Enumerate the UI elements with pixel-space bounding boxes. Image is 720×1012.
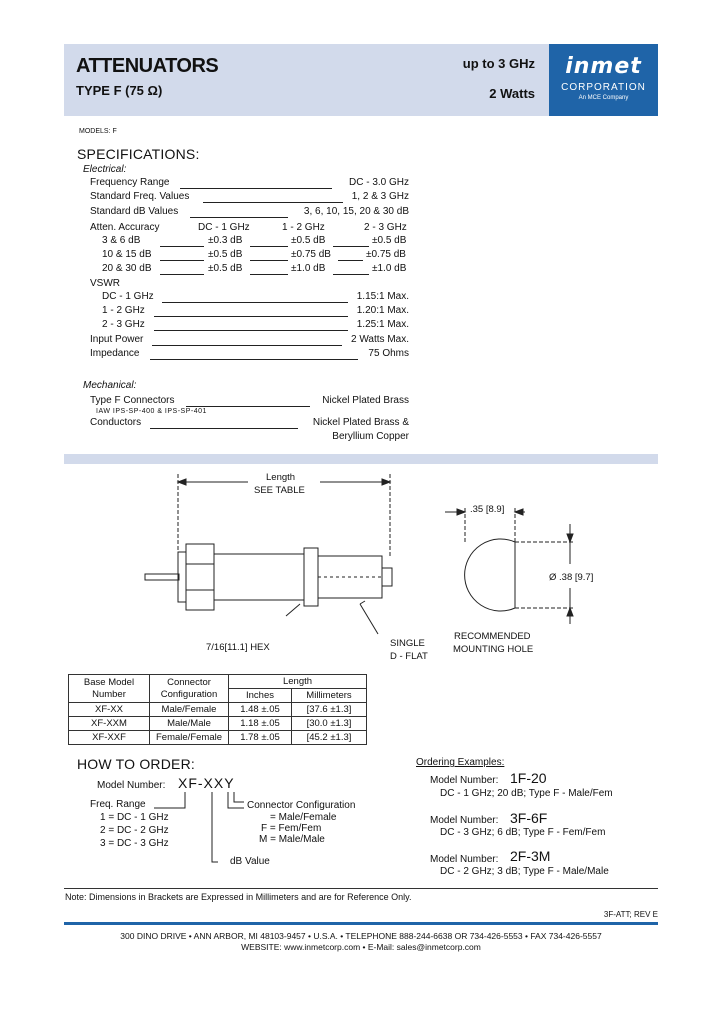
conductors-value-2: Beryllium Copper xyxy=(332,431,409,442)
conductors-value-1: Nickel Plated Brass & xyxy=(312,417,409,428)
logo-corp: CORPORATION xyxy=(561,82,646,93)
leader xyxy=(338,260,363,261)
acc-cell: ±0.75 dB xyxy=(291,249,331,260)
vswr-row-label: 2 - 3 GHz xyxy=(102,319,145,330)
model-number-label: Model Number: xyxy=(97,780,166,791)
examples-heading: Ordering Examples: xyxy=(416,757,505,768)
acc-col-3: 2 - 3 GHz xyxy=(364,222,407,233)
length-label: Length xyxy=(266,472,296,483)
leader xyxy=(203,202,343,203)
acc-row-label: 10 & 15 dB xyxy=(102,249,152,260)
footer-bar xyxy=(64,922,658,925)
std-db-value: 3, 6, 10, 15, 20 & 30 dB xyxy=(303,206,409,217)
leader xyxy=(162,302,348,303)
power-label: 2 Watts xyxy=(489,86,535,101)
leader xyxy=(160,274,204,275)
acc-col-1: DC - 1 GHz xyxy=(198,222,250,233)
table-header: Millimeters xyxy=(292,689,367,703)
table-cell: XF-XXF xyxy=(69,731,150,745)
std-freq-label: Standard Freq. Values xyxy=(90,191,190,202)
connectors-value: Nickel Plated Brass xyxy=(322,395,409,406)
acc-row-label: 20 & 30 dB xyxy=(102,263,152,274)
impedance-label: Impedance xyxy=(90,348,140,359)
mounting-label-1: RECOMMENDED xyxy=(454,631,531,642)
table-cell: Female/Female xyxy=(150,731,229,745)
table-cell: 1.48 ±.05 xyxy=(229,703,292,717)
example-code: 3F-6F xyxy=(510,810,548,826)
example-code: 2F-3M xyxy=(510,848,551,864)
example-model-label: Model Number: xyxy=(430,854,499,865)
table-cell: [37.6 ±1.3] xyxy=(292,703,367,717)
footer-address: 300 DINO DRIVE • ANN ARBOR, MI 48103-9457 • U.S.A. • TELEPHONE 888-244-6638 OR 734-426-5553 • FAX 734-426-5557 xyxy=(120,931,602,941)
logo-tagline: An MCE Company xyxy=(578,95,629,101)
table-cell: Male/Male xyxy=(150,717,229,731)
leader xyxy=(250,274,288,275)
leader xyxy=(250,246,288,247)
logo-brand: inmet xyxy=(565,54,642,79)
std-db-label: Standard dB Values xyxy=(90,206,179,217)
acc-cell: ±0.75 dB xyxy=(366,249,406,260)
table-header: Inches xyxy=(229,689,292,703)
arrow-icon xyxy=(382,479,390,485)
table-cell: Male/Female xyxy=(150,703,229,717)
connectors-note: IAW IPS-SP-400 & IPS-SP-401 xyxy=(96,408,207,415)
leader xyxy=(150,428,298,429)
vswr-label: VSWR xyxy=(90,278,120,289)
conn-option: F = Fem/Fem xyxy=(261,823,322,834)
company-logo xyxy=(549,44,658,116)
arrow-icon xyxy=(515,509,523,515)
see-table-label: SEE TABLE xyxy=(254,485,305,496)
mounting-hole xyxy=(465,539,515,611)
arrow-icon xyxy=(567,534,573,542)
acc-cell: ±1.0 dB xyxy=(291,263,326,274)
leader xyxy=(250,260,288,261)
leader xyxy=(160,260,204,261)
example-code: 1F-20 xyxy=(510,770,547,786)
example-desc: DC - 3 GHz; 6 dB; Type F - Fem/Fem xyxy=(440,827,606,838)
acc-cell: ±0.5 dB xyxy=(208,263,243,274)
model-code: XF-XXY xyxy=(178,775,235,791)
table-row xyxy=(69,717,367,731)
type-label: TYPE F (75 Ω) xyxy=(76,83,163,98)
table-row xyxy=(69,703,367,717)
dflat-leader xyxy=(360,604,378,634)
impedance-value: 75 Ohms xyxy=(368,348,409,359)
revision-label: 3F-ATT; REV E xyxy=(603,910,658,919)
length-table xyxy=(68,674,367,745)
leader xyxy=(160,246,204,247)
freq-range-label: Frequency Range xyxy=(90,177,170,188)
freq-range-value: DC - 3.0 GHz xyxy=(348,177,409,188)
example-desc: DC - 2 GHz; 3 dB; Type F - Male/Male xyxy=(440,866,609,877)
leader xyxy=(186,406,310,407)
mechanical-label: Mechanical: xyxy=(83,380,137,391)
input-power-value: 2 Watts Max. xyxy=(351,334,409,345)
vswr-row-value: 1.20:1 Max. xyxy=(356,305,409,316)
hex-label: 7/16[11.1] HEX xyxy=(206,642,270,653)
table-cell: [30.0 ±1.3] xyxy=(292,717,367,731)
hex-nut xyxy=(186,544,214,610)
leader xyxy=(152,345,342,346)
leader xyxy=(154,316,348,317)
acc-cell: ±0.5 dB xyxy=(208,249,243,260)
footer-contact: WEBSITE: www.inmetcorp.com • E-Mail: sales@inmetcorp.com xyxy=(241,942,481,952)
hex-leader xyxy=(286,604,300,616)
freq-option: 3 = DC - 3 GHz xyxy=(100,838,169,849)
table-row xyxy=(69,731,367,745)
width-dim: .35 [8.9] xyxy=(470,504,505,515)
db-value-label: dB Value xyxy=(230,856,270,867)
electrical-label: Electrical: xyxy=(83,164,127,175)
example-model-label: Model Number: xyxy=(430,775,499,786)
connector-config-label: Connector Configuration xyxy=(247,800,356,811)
reference-note: Note: Dimensions in Brackets are Expressed in Millimeters and are for Reference Only. xyxy=(65,892,412,902)
center-pin xyxy=(145,574,179,580)
freq-option: 1 = DC - 1 GHz xyxy=(100,812,169,823)
freq-option: 2 = DC - 2 GHz xyxy=(100,825,169,836)
arrow-icon xyxy=(457,509,465,515)
table-header: Length xyxy=(229,675,367,689)
freq-range-label: Freq. Range xyxy=(90,799,146,810)
mechanical-drawing xyxy=(0,464,720,674)
accuracy-label: Atten. Accuracy xyxy=(90,222,160,233)
table-header: Connector Configuration xyxy=(150,675,229,703)
dflat-label-1: SINGLE xyxy=(390,638,425,649)
leader xyxy=(150,359,358,360)
std-freq-value: 1, 2 & 3 GHz xyxy=(351,191,409,202)
conn-option: = Male/Female xyxy=(270,812,337,823)
input-power-label: Input Power xyxy=(90,334,144,345)
page-title: ATTENUATORS xyxy=(76,55,219,77)
mounting-label-2: MOUNTING HOLE xyxy=(453,644,534,655)
models-label: MODELS: F xyxy=(79,128,117,135)
table-cell: XF-XX xyxy=(69,703,150,717)
example-model-label: Model Number: xyxy=(430,815,499,826)
leader xyxy=(154,330,348,331)
specs-heading: SPECIFICATIONS: xyxy=(77,146,200,162)
example-desc: DC - 1 GHz; 20 dB; Type F - Male/Fem xyxy=(440,788,613,799)
leader xyxy=(180,188,332,189)
leader xyxy=(333,274,369,275)
table-cell: 1.18 ±.05 xyxy=(229,717,292,731)
dflat-label-2: D - FLAT xyxy=(390,651,428,662)
leader xyxy=(333,246,369,247)
diameter-dim: Ø .38 [9.7] xyxy=(549,572,594,583)
section-band xyxy=(64,454,658,464)
leader xyxy=(190,217,288,218)
vswr-row-value: 1.25:1 Max. xyxy=(356,319,409,330)
acc-cell: ±0.3 dB xyxy=(208,235,243,246)
vswr-row-label: DC - 1 GHz xyxy=(102,291,154,302)
acc-cell: ±0.5 dB xyxy=(291,235,326,246)
order-heading: HOW TO ORDER: xyxy=(77,756,195,772)
connectors-label: Type F Connectors xyxy=(90,395,175,406)
arrow-icon xyxy=(567,608,573,616)
conductors-label: Conductors xyxy=(90,417,142,428)
attenuator-body xyxy=(214,554,304,600)
arrow-icon xyxy=(178,479,186,485)
acc-cell: ±0.5 dB xyxy=(372,235,407,246)
acc-row-label: 3 & 6 dB xyxy=(102,235,141,246)
table-cell: XF-XXM xyxy=(69,717,150,731)
vswr-row-label: 1 - 2 GHz xyxy=(102,305,145,316)
divider xyxy=(64,888,658,889)
acc-cell: ±1.0 dB xyxy=(372,263,407,274)
table-cell: [45.2 ±1.3] xyxy=(292,731,367,745)
freq-label: up to 3 GHz xyxy=(462,56,535,71)
hex-nut xyxy=(304,548,318,606)
conn-option: M = Male/Male xyxy=(259,834,325,845)
table-header: Base Model Number xyxy=(69,675,150,703)
acc-col-2: 1 - 2 GHz xyxy=(282,222,325,233)
vswr-row-value: 1.15:1 Max. xyxy=(356,291,409,302)
table-cell: 1.78 ±.05 xyxy=(229,731,292,745)
